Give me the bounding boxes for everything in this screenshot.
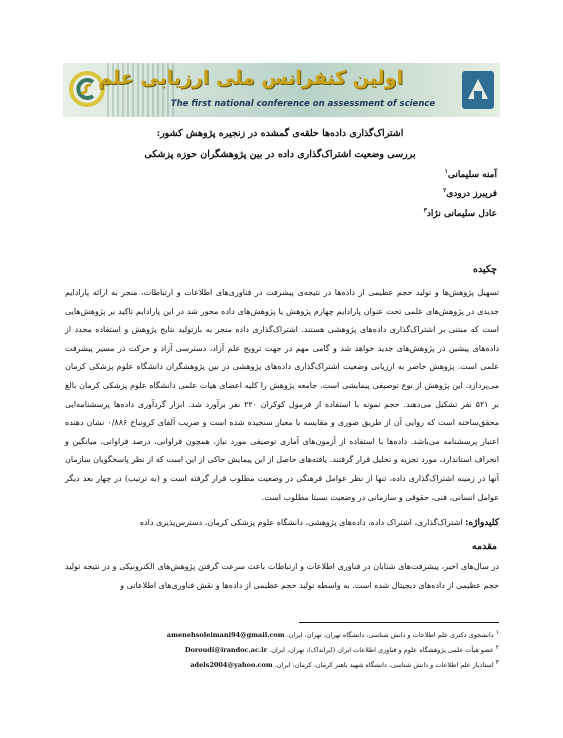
footnote-divider xyxy=(299,622,499,623)
paper-title-line1: اشتراک‌گذاری داده‌ها حلقه‌ی گمشده در زنجیره پژوهش کشور: xyxy=(156,128,404,139)
footnote-email: amenehsoleimani94@gmail.com xyxy=(166,631,285,640)
author-name: آمنه سلیمانی xyxy=(447,170,497,180)
footnote-email: Doroudi@irandoc.ac.ir xyxy=(184,646,268,655)
keywords-label: کلیدواژه: xyxy=(465,518,499,528)
conference-banner xyxy=(63,63,500,117)
intro-text: در سال‌های اخیر، پیشرفت‌های شتابان در فناوری اطلاعات و ارتباطات باعث سرعت گرفتن پژوهش‌های الکترونیکی و در نتیجه تولید حجم عظیمی از داده‌های دیجیتال شده است. به واسطه تولید حجم عظیمی از داده‌ها و نقش فناوری‌های اطلاعاتی و xyxy=(65,562,499,590)
author-name: فریبرز درودی xyxy=(446,189,497,199)
footnote-number: ۳ xyxy=(495,659,499,666)
footnote-email: adels2004@yahoo.com xyxy=(190,661,273,670)
footnote-text: دانشجوی دکتری علم اطلاعات و دانش شناسی، دانشگاه تهران، تهران، ایران. xyxy=(284,631,496,640)
footnote-text: استادیار علم اطلاعات و دانش شناسی، دانشگاه شهید باهنر کرمان، کرمان، ایران. xyxy=(272,661,496,670)
author-number: ۳ xyxy=(423,207,427,214)
footnote-3 xyxy=(65,658,499,670)
footnote-text: عضو هیأت علمی پژوهشگاه علوم و فناوری اطلاعات ایران (ایرانداک)، تهران، ایران. xyxy=(267,646,496,655)
university-logo-icon xyxy=(460,69,496,111)
paper-title-line2: بررسی وضعیت اشتراک‌گذاری داده در بین پژوهشگران حوزه پزشکی xyxy=(144,149,416,160)
author-1 xyxy=(445,168,497,180)
keywords xyxy=(65,516,499,530)
footnote-number: ۲ xyxy=(495,644,499,651)
keywords-text: اشتراک‌گذاری، اشتراک داده، داده‌های پژوهشی، دانشگاه علوم پزشکی کرمان، دسترس‌پذیری داده xyxy=(139,518,466,527)
footnote-1 xyxy=(65,628,499,640)
abstract-text: تسهیل پژوهش‌ها و تولید حجم عظیمی از داده‌ها در نتیجه‌ی پیشرفت در فناوری‌های اطلاعات و ارتباطات، منجر به ارائه پارادایم جدیدی در پژوهش‌های علمی تحت عنوان پارادایم چهارم پژوهش یا پژوهش‌های داده محور شد در این پارادایم تاکید بر پژوهش‌هایی است که مبتنی بر اشتراک‌گذاری داده‌های پژوهشی هستند. اشتراک‌گذاری داده منجر به بازتولید نتایج پژوهش و استفاده مجدد از داده‌های پیشین در پژوهش‌های جدید خواهد شد و گامی مهم در جهت ترویج علم آزاد، دسترسی آزاد و حرکت در مسیر پیشرفت علمی است. پژوهش حاضر به ارزیابی وضعیت اشتراک‌گذاری داده‌های پژوهشی در بین پژوهشگران دانشگاه علوم پزشکی کرمان می‌پردازد. این پژوهش از نوع توصیفی پیمایشی است. جامعه پژوهش را کلیه اعضای هیات علمی دانشگاه علوم پزشکی کرمان بالغ بر ۵۲۱ نفر تشکیل می‌دهند. حجم نمونه با استفاده از فرمول کوکران ۲۲۰ نفر برآورد شد. ابزار گردآوری داده‌ها پرسشنامه‌ایی محقق‌ساخته است که روایی آن از طریق صوری و مقایسه با معیار سنجیده شده است و ضریب آلفای کرونباخ ۰/۸۸۶ نشان دهنده اعتبار پرسشنامه می‌باشد. داده‌ها با استفاده از آزمون‌های آماری توصیفی مورد نیاز، همچون فراوانی، درصد فراوانی، میانگین و انحراف استاندارد، مورد تجزیه و تحلیل قرار گرفتند. یافته‌های حاصل از این پیمایش حاکی از این است که از نظر پاسخگویان سازمان آنها در زمینه اشتراک‌گذاری داده، تنها از نظر عوامل فرهنگی در وضعیت مطلوب قرار گرفته است و (به ترتیب) در چهار بعد دیگر عوامل انسانی، فنی، حقوقی و سازمانی در وضعیت نسبتا مطلوب است. xyxy=(65,288,500,502)
banner-title-en: The first national conference on assessment of science xyxy=(170,99,436,109)
footnote-number: ۱ xyxy=(495,629,499,636)
author-3 xyxy=(424,207,497,219)
author-number: ۲ xyxy=(443,187,447,194)
abstract-heading: چکیده xyxy=(473,264,497,275)
author-2 xyxy=(443,187,497,199)
banner-title-fa: اولین کنفرانس ملی ارزیابی علم xyxy=(98,67,403,89)
author-name: عادل سلیمانی نژاد xyxy=(426,209,497,219)
footnote-2 xyxy=(65,643,499,655)
intro-heading: مقدمه xyxy=(471,541,497,552)
author-number: ۱ xyxy=(444,168,448,175)
